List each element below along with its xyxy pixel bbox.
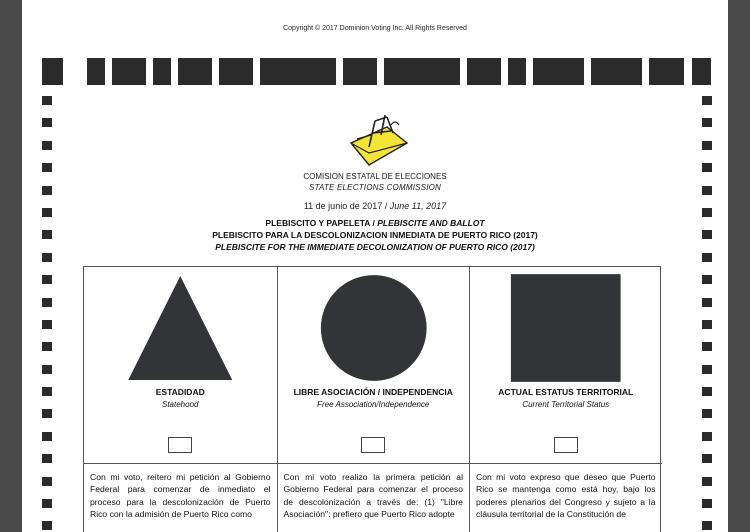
agency-name-es: COMISION ESTATAL DE ELECCIONES (303, 172, 447, 181)
agency-name-en: STATE ELECTIONS COMMISSION (308, 183, 442, 192)
option-free-association-independence (277, 267, 470, 532)
timing-mark-bar (42, 58, 711, 85)
timing-mark (42, 58, 63, 85)
option-description-cell (84, 463, 277, 532)
option-description-cell (278, 463, 470, 532)
option-description-cell (470, 463, 662, 532)
option-name-en: Free Association/Independence (317, 400, 430, 409)
option-description: Con mi voto realizo la primera petición al Gobierno Federal para comenzar el proceso de descolonización a través de: (1) "Libre Asociación": prefiero que Puerto Rico adopte (283, 472, 463, 519)
date-separator: / (384, 201, 388, 211)
copyright-notice: Copyright © 2017 Dominion Voting Inc. All Rights Reserved (283, 25, 467, 32)
timing-mark (533, 58, 584, 85)
square-symbol-icon (470, 274, 662, 384)
timing-mark (178, 58, 212, 85)
title-es: PLEBISCITO Y PAPELETA / (265, 218, 375, 228)
timing-mark (112, 58, 146, 85)
election-date (22, 201, 728, 211)
timing-mark (153, 58, 171, 85)
vote-checkbox-free-association[interactable] (361, 437, 385, 453)
ballot-subtitle-es: PLEBISCITO PARA LA DESCOLONIZACION INMEDIATA DE PUERTO RICO (2017) (212, 230, 538, 240)
right-timing-marks (702, 96, 712, 532)
option-name-es: ACTUAL ESTATUS TERRITORIAL (498, 387, 634, 397)
date-en: June 11, 2017 (389, 201, 447, 211)
timing-mark (384, 58, 460, 85)
option-statehood (84, 267, 277, 532)
circle-symbol-icon (278, 274, 470, 384)
option-current-territorial-status (469, 267, 662, 532)
vote-checkbox-territorial[interactable] (554, 437, 578, 453)
title-en: PLEBISCITE AND BALLOT (377, 218, 485, 228)
date-es: 11 de junio de 2017 (303, 201, 383, 211)
option-name-es: ESTADIDAD (155, 387, 205, 397)
ballot-subtitle-en: PLEBISCITE FOR THE IMMEDIATE DECOLONIZATION OF PUERTO RICO (2017) (215, 242, 535, 252)
timing-mark (219, 58, 253, 85)
timing-mark (508, 58, 526, 85)
commission-logo (347, 113, 417, 175)
timing-mark (260, 58, 336, 85)
timing-mark (343, 58, 377, 85)
timing-mark (467, 58, 501, 85)
option-name-es: LIBRE ASOCIACIÓN / INDEPENDENCIA (293, 387, 453, 397)
option-name-en: Statehood (162, 400, 199, 409)
vote-checkbox-statehood[interactable] (168, 437, 192, 453)
option-description: Con mi voto, reitero mi petición al Gobierno Federal para comenzar de inmediato el proceso para la descolonización de Puerto Rico con la admisión de Puerto Rico como (90, 472, 271, 519)
timing-mark (649, 58, 684, 85)
ballot-options-grid (83, 266, 661, 532)
ballot-sheet (22, 0, 728, 532)
option-name-en: Current Territorial Status (522, 400, 610, 409)
timing-mark (692, 58, 711, 85)
left-timing-marks (42, 96, 52, 532)
ballot-title (22, 218, 728, 228)
triangle-symbol-icon (84, 274, 277, 384)
timing-mark (591, 58, 642, 85)
timing-mark (87, 58, 105, 85)
option-description: Con mi voto expreso que deseo que Puerto Rico se mantenga como está hoy, bajo los poderes plenarios del Congreso y sujeto a la cláusula territorial de la Constitución de (476, 472, 656, 519)
